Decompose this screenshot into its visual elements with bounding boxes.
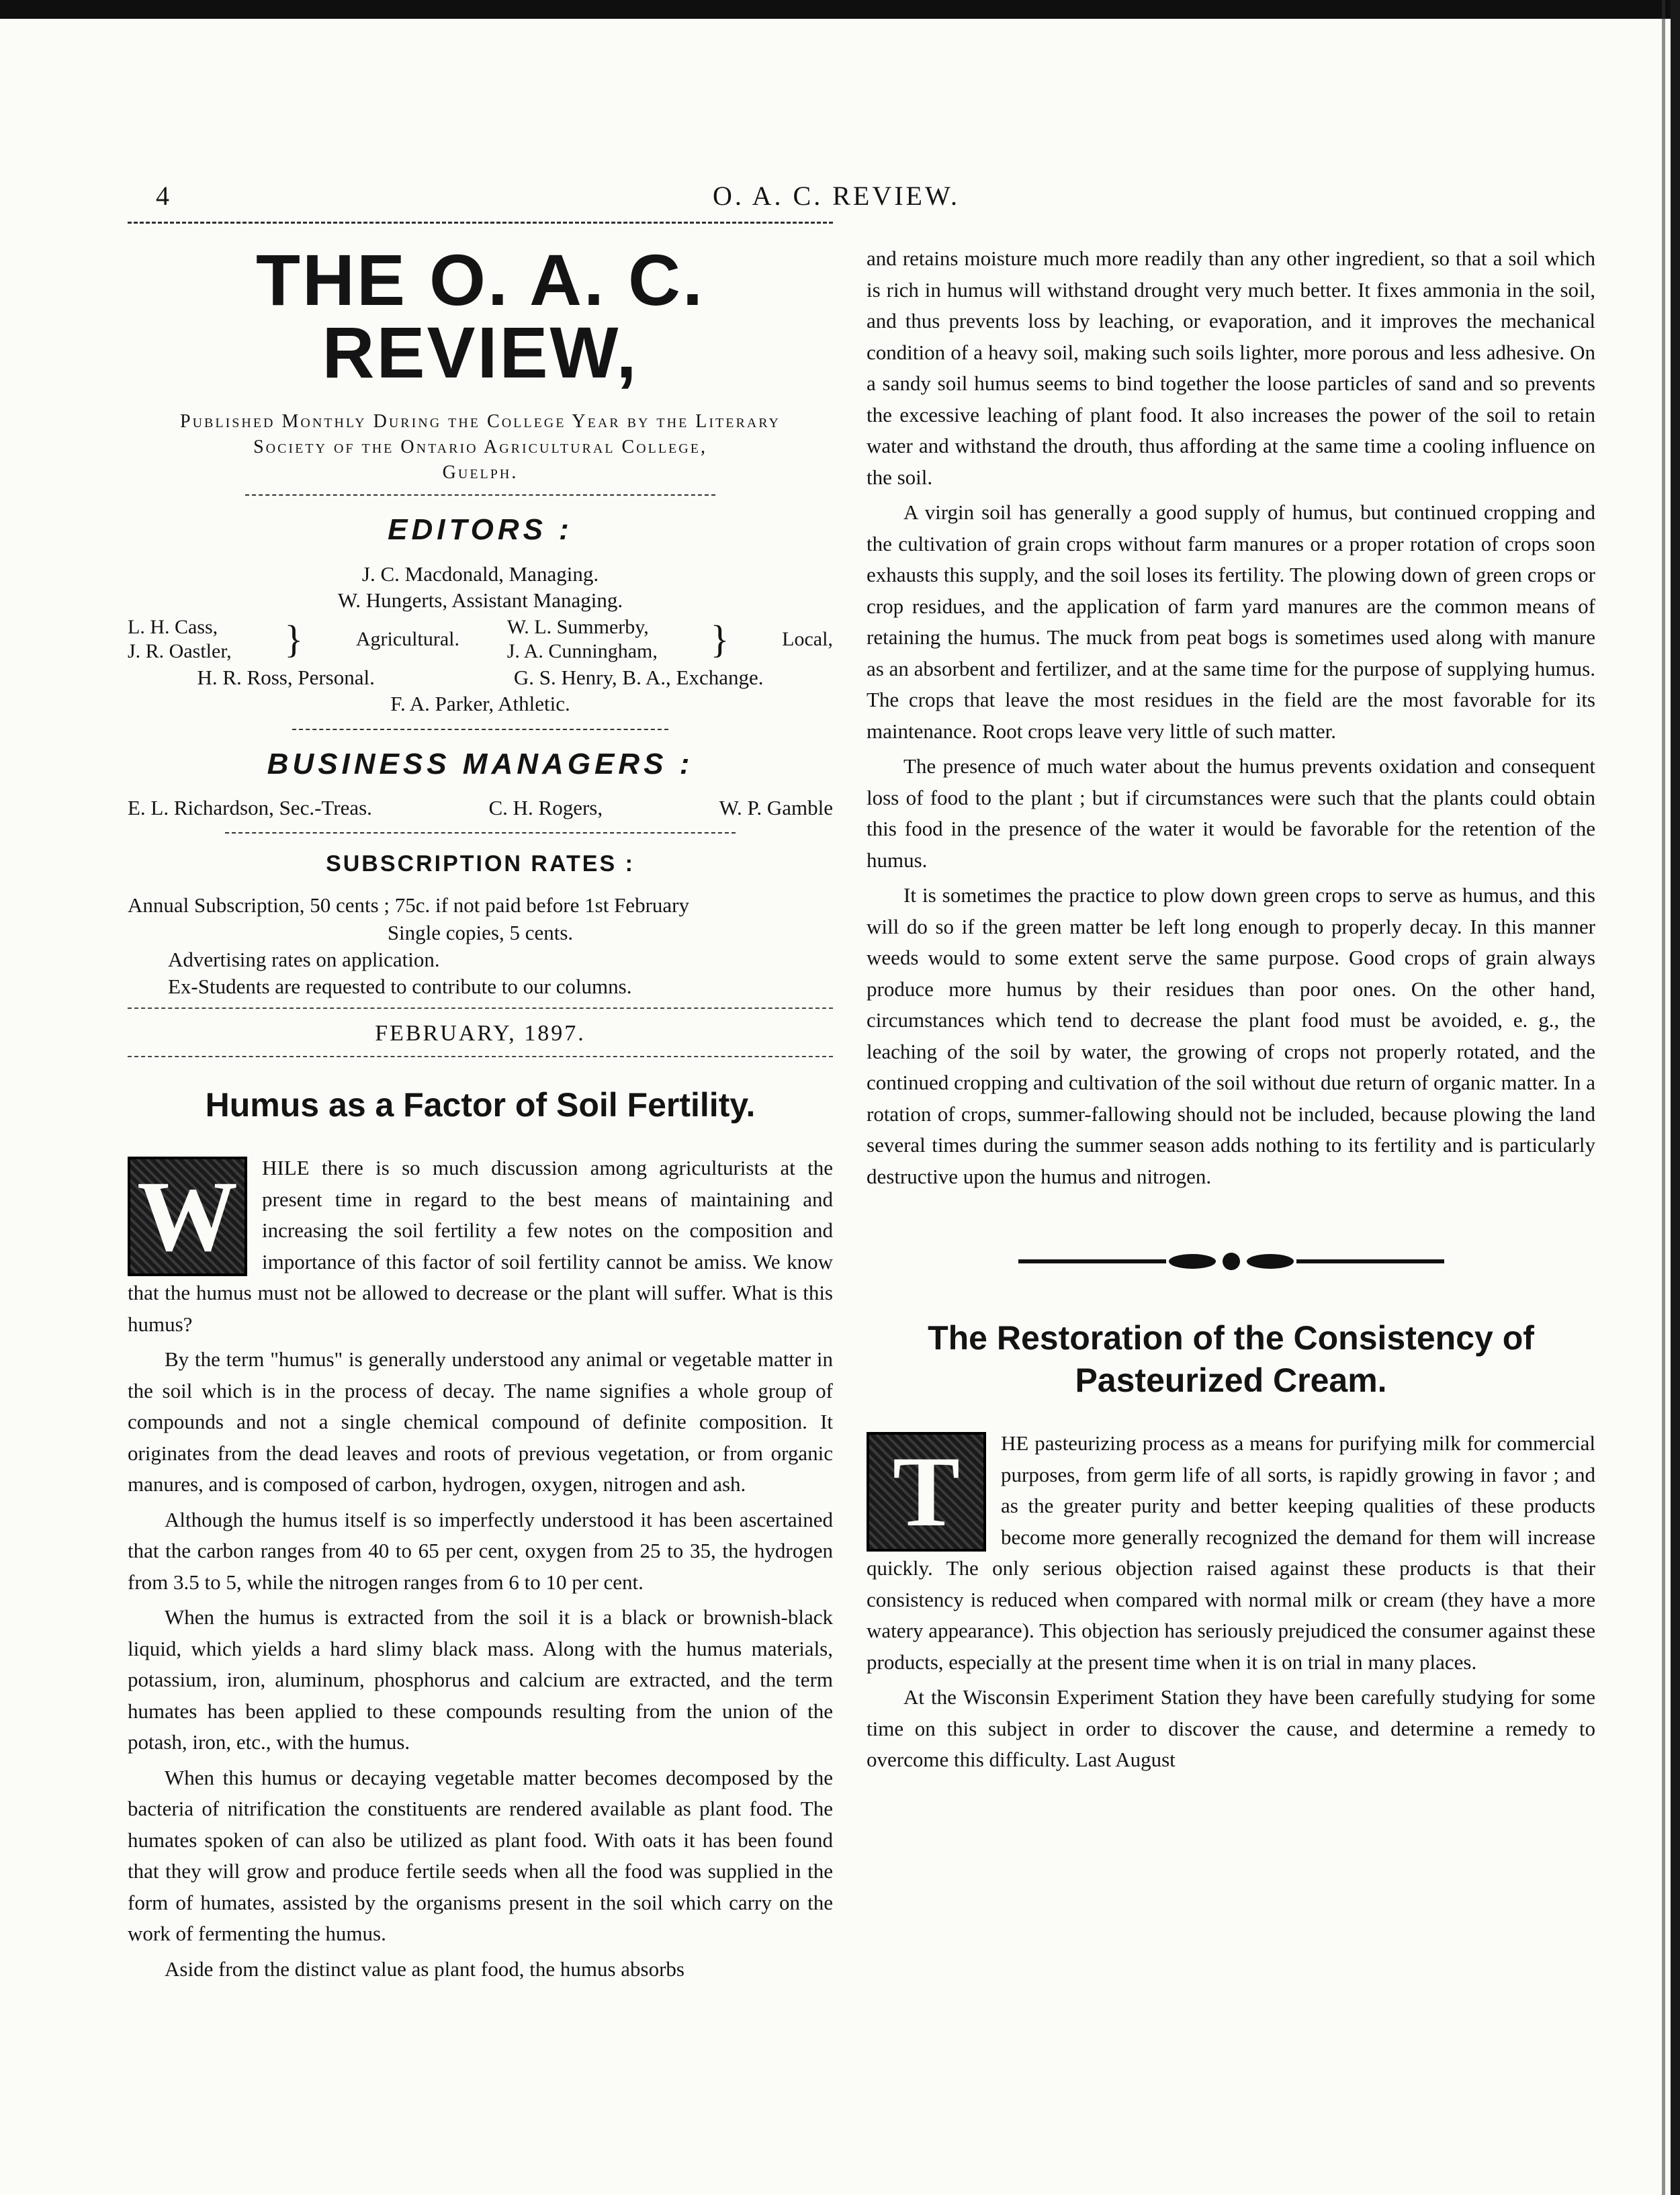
article-paragraph: Aside from the distinct value as plant food, the humus absorbs [165, 1957, 685, 1981]
subscription-annual: Annual Subscription, 50 cents ; 75c. if not paid before 1st February [128, 893, 689, 917]
manager-name: E. L. Richardson, Sec.-Treas. [128, 796, 372, 820]
article-paragraph: When the humus is extracted from the soil it is a black or brownish-black liquid, which yields a hard slimy black mass. Along with the humus materials, potassium, iron, aluminum, phosphorus and calcium are extracted, and the term humates has been applied to these compounds resulting from the union of the potash, iron, etc., with the humus. [128, 1605, 833, 1754]
editors-heading: EDITORS : [388, 513, 573, 547]
editor-name: L. H. Cass, [128, 615, 218, 638]
subscription-heading: SUBSCRIPTION RATES : [326, 851, 635, 877]
article-paragraph: A virgin soil has generally a good supply of humus, but continued cropping and the cultivation of grain crops without farm manures or a proper rotation of crops soon exhausts this supply, and the soil loses its fertility. The plowing down of green crops or crop residues, and the application of farm yard manures are the common means of retaining the humus. The muck from peat bogs is sometimes used along with manure as an absorbent and fertilizer, and at the same time for the purpose of supplying humus. The crops that leave the most residues in the field are the most favorable for its maintenance. Root crops leave very little of such matter. [867, 500, 1595, 743]
agri-role: Agricultural. [355, 627, 459, 650]
agri-names [128, 615, 232, 664]
ornament-bar [1296, 1259, 1444, 1263]
article-paragraph: HILE there is so much discussion among agriculturists at the present time in regard to the best means of maintaining and increasing the soil fertility a few notes on the composition and importance of this factor of soil fertility cannot be amiss. We know that the humus must not be allowed to decrease or the plant will suffer. What is this humus? [128, 1156, 833, 1336]
business-heading: BUSINESS MANAGERS : [267, 748, 694, 781]
article-title-line-2: Pasteurized Cream. [1075, 1361, 1387, 1399]
page-number: 4 [156, 181, 169, 211]
article-paragraph: When this humus or decaying vegetable matter becomes decomposed by the bacteria of nitrification the constituents are rendered available as plant food. The humates spoken of can also be utilized as plant food. With oats it has been found that they will grow and produce fertile seeds when all the food was supplied in the form of humates, assisted by the organisms present in the soil which carry on the work of fermenting the humus. [128, 1765, 833, 1946]
article-body [128, 1153, 833, 1985]
article-paragraph: and retains moisture much more readily than any other ingredient, so that a soil which is rich in humus will withstand drought very much better. It fixes ammonia in the soil, and thus prevents loss by leaching, or evaporation, and it improves the mechanical condition of a heavy soil, making such soils lighter, more porous and less adhesive. On a sandy soil humus seems to bind together the loose particles of sand and so prevents the excessive leaching of plant food. It also increases the power of the soil to retain water and withstand the drouth, thus affording at the same time a cooling influence on the soil. [867, 247, 1595, 489]
editor-personal: H. R. Ross, Personal. [197, 665, 375, 689]
divider [128, 1056, 833, 1057]
page-edge-top [0, 0, 1680, 19]
local-names [507, 615, 658, 664]
article-title [867, 1317, 1595, 1401]
subscription-advertising: Advertising rates on application. [168, 947, 440, 971]
business-managers [128, 796, 833, 820]
right-column [867, 243, 1595, 1780]
editor-exchange: G. S. Henry, B. A., Exchange. [513, 665, 764, 689]
drop-cap: W [128, 1157, 247, 1276]
manager-name: C. H. Rogers, [488, 796, 603, 820]
subscription-ex-students: Ex-Students are requested to contribute to our columns. [168, 975, 632, 999]
article-paragraph: By the term "humus" is generally understood any animal or vegetable matter in the soil which is in the process of decay. The name signifies a whole group of compounds and not a single chemical compound of definite composition. It originates from the dead leaves and roots of previous vegetation, or from organic manures, and is composed of carbon, hydrogen, oxygen, nitrogen and ash. [128, 1347, 833, 1496]
brace: } [284, 617, 304, 661]
editor-managing: J. C. Macdonald, Managing. [361, 562, 599, 586]
publisher-line-3: Guelph. [442, 461, 519, 483]
ornament-dot [1223, 1253, 1240, 1270]
issue-date: FEBRUARY, 1897. [375, 1020, 586, 1046]
article-title-line-1: The Restoration of the Consistency of [928, 1319, 1534, 1357]
ornament-bar [1018, 1259, 1166, 1263]
page-edge-shadow [1662, 0, 1665, 2195]
page-edge-right [1671, 0, 1680, 2195]
article-paragraph: Although the humus itself is so imperfectly understood it has been ascertained that the carbon ranges from 40 to 65 per cent, oxygen from 25 to 35, the hydrogen from 3.5 to 5, while the nitrogen ranges from 6 to 10 per cent. [128, 1507, 833, 1594]
local-role: Local, [782, 627, 833, 650]
article-paragraph: The presence of much water about the humus prevents oxidation and consequent loss of food to the plant ; but if circumstances were such that the plants could obtain this food in the presence of the water it would be favorable for the retention of the humus. [867, 754, 1595, 872]
divider [245, 494, 715, 496]
running-head [128, 180, 1545, 214]
left-column [128, 222, 833, 1989]
divider [128, 222, 833, 224]
editor-athletic: F. A. Parker, Athletic. [390, 691, 570, 715]
editor-name: J. A. Cunningham, [506, 639, 658, 662]
editor-name: J. R. Oastler, [128, 639, 232, 662]
article-title: Humus as a Factor of Soil Fertility. [205, 1085, 756, 1124]
article-paragraph: HE pasteurizing process as a means for purifying milk for commercial purposes, from germ life of all sorts, is rapidly growing in favor ; and as the greater purity and better keeping qualities of these products become more generally recognized the demand for them will increase quickly. The only serious objection raised against these products is that their consistency is reduced when compared with normal milk or cream (they have a more watery appearance). This objection has seriously prejudiced the consumer against these products, especially at the present time when it is on trial in many places. [867, 1431, 1595, 1674]
publisher-line-1: Published Monthly During the College Year by the Literary [180, 411, 781, 432]
divider [292, 729, 668, 730]
divider [225, 832, 736, 834]
divider [128, 1007, 833, 1009]
drop-cap: T [867, 1432, 986, 1552]
brace: } [710, 617, 730, 661]
article-paragraph: It is sometimes the practice to plow down green crops to serve as humus, and this will do so if the green matter be left long enough to properly decay. In this manner weeds would to some extent serve the same purpose. Good crops of grain always produce more humus by their residues than poor ones. On the other hand, circumstances which tend to decrease the plant food must be avoided, e. g., the leaching of the soil by water, the growing of crops not properly rotated, and the continued cropping and cultivation of the soil without due return of organic matter. In a rotation of crops, summer-fallowing should not be included, because plowing the land several times during the summer season adds nothing to its fertility and is particularly destructive upon the humus and nitrogen. [867, 883, 1595, 1188]
journal-name: O. A. C. REVIEW. [712, 181, 961, 211]
manager-name: W. P. Gamble [719, 796, 833, 820]
ornament-knot [1169, 1254, 1216, 1269]
editor-agri-local-block [128, 615, 833, 664]
editor-personal-exchange [128, 665, 833, 691]
subscription-single: Single copies, 5 cents. [387, 920, 574, 944]
article-paragraph: At the Wisconsin Experiment Station they have been carefully studying for some time on this subject in order to discover the cause, and determine a remedy to overcome this difficulty. Last August [867, 1685, 1595, 1771]
publisher-line-2: Society of the Ontario Agricultural College, [253, 436, 707, 457]
publisher-line [128, 409, 833, 485]
article-body [867, 1428, 1595, 1776]
editor-assistant: W. Hungerts, Assistant Managing. [337, 588, 623, 613]
section-ornament [867, 1253, 1595, 1270]
masthead-title: THE O. A. C. REVIEW, [255, 239, 705, 393]
ornament-knot [1247, 1254, 1294, 1269]
editor-name: W. L. Summerby, [506, 615, 649, 638]
